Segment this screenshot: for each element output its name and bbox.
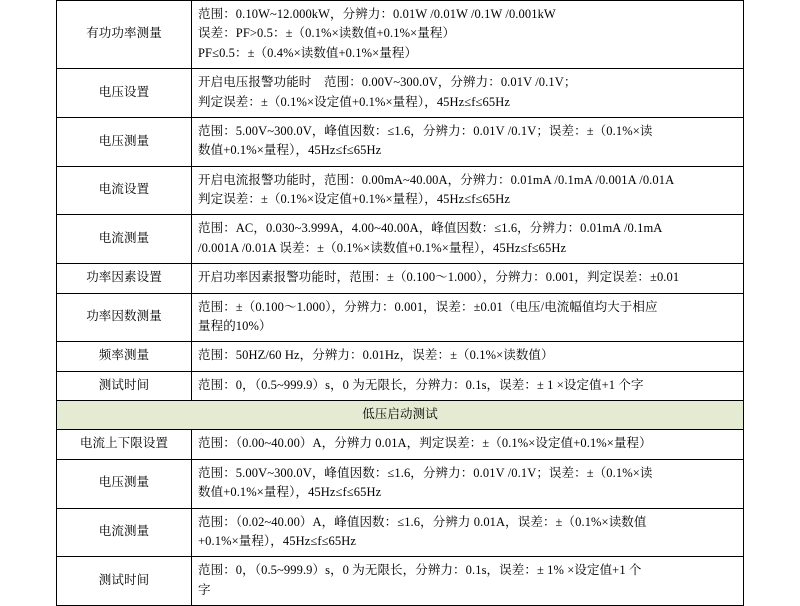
table-row <box>57 69 744 118</box>
spec-value-line: 范围：（0.00~40.00）A，分辨力 0.01A，判定误差：±（0.1%×设定值+0.1%×量程） <box>198 436 652 451</box>
table-row <box>57 459 744 508</box>
table-row <box>57 215 744 264</box>
spec-value-cell <box>192 371 744 400</box>
spec-label-cell: 频率测量 <box>57 342 192 371</box>
table-row <box>57 264 744 293</box>
spec-label-cell: 有功功率测量 <box>57 1 192 69</box>
spec-value-line: 数值+0.1%×量程），45Hz≤f≤65Hz <box>198 485 382 500</box>
spec-label-cell: 测试时间 <box>57 557 192 606</box>
spec-value-line: 误差：PF>0.5：±（0.1%×读数值+0.1%×量程） <box>198 26 456 41</box>
spec-value-line: PF≤0.5：±（0.4%×读数值+0.1%×量程） <box>198 45 418 60</box>
spec-value-line: 开启电流报警功能时，范围：0.00mA~40.00A，分辨力：0.01mA /0.1mA /0.001A /0.01A <box>198 172 675 187</box>
spec-value-line: 判定误差：±（0.1%×设定值+0.1%×量程），45Hz≤f≤65Hz <box>198 94 510 109</box>
spec-label-cell: 电压测量 <box>57 459 192 508</box>
spec-label-cell: 测试时间 <box>57 371 192 400</box>
spec-value-line: 范围：0.10W~12.000kW，分辨力：0.01W /0.01W /0.1W /0.001kW <box>198 7 556 21</box>
spec-value-cell <box>192 166 744 215</box>
spec-label-cell: 电流测量 <box>57 215 192 264</box>
table-row <box>57 401 744 430</box>
spec-value-cell <box>192 557 744 606</box>
specification-table <box>56 0 744 606</box>
spec-value-line: /0.001A /0.01A 误差：±（0.1%×读数值+0.1%×量程），45Hz≤f≤65Hz <box>198 240 567 255</box>
spec-value-line: 范围：50HZ/60 Hz，分辨力：0.01Hz，误差：±（0.1%×读数值） <box>198 348 554 363</box>
table-row <box>57 1 744 69</box>
table-row <box>57 293 744 342</box>
spec-value-cell <box>192 430 744 459</box>
table-row <box>57 342 744 371</box>
spec-value-line: 开启功率因素报警功能时，范围：±（0.100～1.000），分辨力：0.001，判定误差：±0.01 <box>198 270 680 285</box>
spec-value-cell <box>192 215 744 264</box>
spec-value-line: 字 <box>198 582 211 597</box>
spec-label-cell: 电压测量 <box>57 117 192 166</box>
spec-value-cell <box>192 264 744 293</box>
table-row <box>57 508 744 557</box>
table-row <box>57 430 744 459</box>
spec-label-cell: 电流测量 <box>57 508 192 557</box>
spec-value-line: 数值+0.1%×量程），45Hz≤f≤65Hz <box>198 143 382 158</box>
spec-label-cell: 电流设置 <box>57 166 192 215</box>
section-header: 低压启动测试 <box>57 401 744 430</box>
spec-value-cell <box>192 342 744 371</box>
table-body <box>57 1 744 606</box>
spec-value-cell <box>192 459 744 508</box>
table-row <box>57 557 744 606</box>
spec-value-line: 范围：±（0.100～1.000），分辨力：0.001，误差：±0.01（电压/电流幅值均大于相应 <box>198 299 658 314</box>
spec-value-line: 范围：（0.02~40.00）A，峰值因数：≤1.6，分辨力 0.01A，误差：±（0.1%×读数值 <box>198 514 647 529</box>
spec-value-cell <box>192 117 744 166</box>
spec-value-line: 量程的10%） <box>198 318 272 333</box>
table-row <box>57 371 744 400</box>
spec-label-cell: 电流上下限设置 <box>57 430 192 459</box>
spec-value-line: 范围：5.00V~300.0V，峰值因数：≤1.6，分辨力：0.01V /0.1V；误差：±（0.1%×读 <box>198 465 653 480</box>
spec-value-cell <box>192 69 744 118</box>
spec-value-line: 范围：AC，0.030~3.999A，4.00~40.00A，峰值因数：≤1.6，分辨力：0.01mA /0.1mA <box>198 221 663 236</box>
spec-label-cell: 功率因数测量 <box>57 293 192 342</box>
spec-label-cell: 功率因素设置 <box>57 264 192 293</box>
table-row <box>57 117 744 166</box>
spec-label-cell: 电压设置 <box>57 69 192 118</box>
spec-value-line: 开启电压报警功能时 范围：0.00V~300.0V，分辨力：0.01V /0.1V； <box>198 75 577 90</box>
spec-value-line: 范围：5.00V~300.0V，峰值因数：≤1.6，分辨力：0.01V /0.1V；误差：±（0.1%×读 <box>198 123 653 138</box>
spec-value-line: +0.1%×量程），45Hz≤f≤65Hz <box>198 533 357 548</box>
spec-value-line: 范围：0，（0.5~999.9）s，0 为无限长，分辨力：0.1s，误差：± 1% ×设定值+1 个 <box>198 563 642 578</box>
spec-value-cell <box>192 1 744 69</box>
table-row <box>57 166 744 215</box>
spec-value-cell <box>192 508 744 557</box>
spec-value-line: 判定误差：±（0.1%×设定值+0.1%×量程），45Hz≤f≤65Hz <box>198 192 510 206</box>
spec-value-line: 范围：0，（0.5~999.9）s，0 为无限长，分辨力：0.1s，误差：± 1 ×设定值+1 个字 <box>198 377 644 392</box>
spec-value-cell <box>192 293 744 342</box>
